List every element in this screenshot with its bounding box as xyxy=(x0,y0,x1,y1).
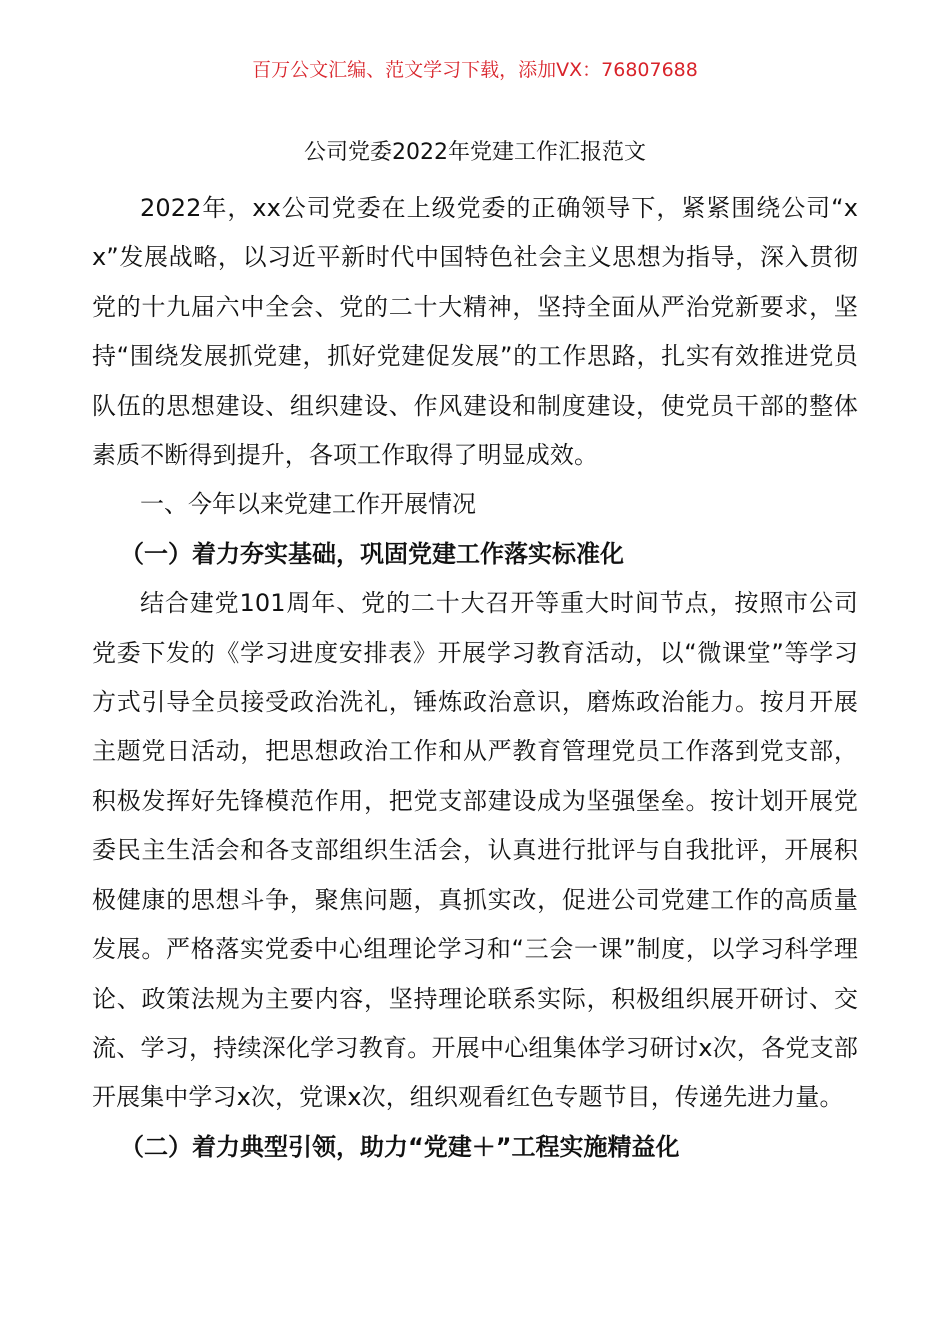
document-body xyxy=(92,184,858,1172)
intro-paragraph: 2022年，xx公司党委在上级党委的正确领导下，紧紧围绕公司“xx”发展战略，以习近平新时代中国特色社会主义思想为指导，深入贯彻党的十九届六中全会、党的二十大精神，坚持全面从严治党新要求，坚持“围绕发展抓党建，抓好党建促发展”的工作思路，扎实有效推进党员队伍的思想建设、组织建设、作风建设和制度建设，使党员干部的整体素质不断得到提升，各项工作取得了明显成效。 xyxy=(92,194,858,470)
subsection-heading-1: （一）着力夯实基础，巩固党建工作落实标准化 xyxy=(120,539,624,568)
document-title: 公司党委2022年党建工作汇报范文 xyxy=(304,140,646,165)
section-heading-1: 一、今年以来党建工作开展情况 xyxy=(140,490,476,519)
watermark-header: 百万公文汇编、范文学习下载，添加VX：76807688 xyxy=(252,59,698,81)
subsection-1-paragraph: 结合建党101周年、党的二十大召开等重大时间节点，按照市公司党委下发的《学习进度安排表》开展学习教育活动，以“微课堂”等学习方式引导全员接受政治洗礼，锤炼政治意识，磨炼政治能力。按月开展主题党日活动，把思想政治工作和从严教育管理党员工作落到党支部，积极发挥好先锋模范作用，把党支部建设成为坚强堡垒。按计划开展党委民主生活会和各支部组织生活会，认真进行批评与自我批评，开展积极健康的思想斗争，聚焦问题，真抓实改，促进公司党建工作的高质量发展。严格落实党委中心组理论学习和“三会一课”制度，以学习科学理论、政策法规为主要内容，坚持理论联系实际，积极组织展开研讨、交流、学习，持续深化学习教育。开展中心组集体学习研讨x次，各党支部开展集中学习x次，党课x次，组织观看红色专题节目，传递先进力量。 xyxy=(92,589,858,1112)
subsection-heading-2: （二）着力典型引领，助力“党建＋”工程实施精益化 xyxy=(120,1132,680,1161)
